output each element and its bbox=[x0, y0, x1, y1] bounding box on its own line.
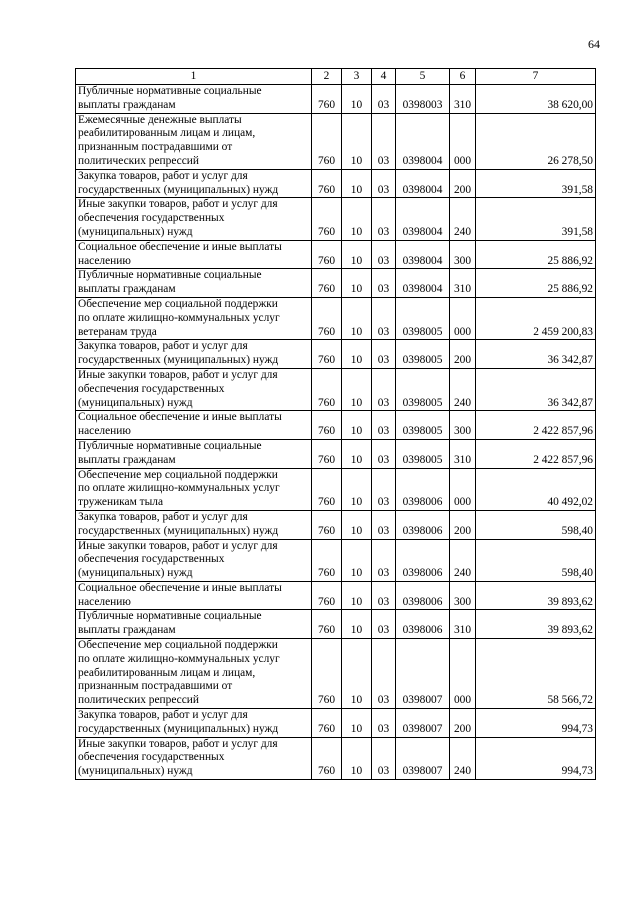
row-name-line: по оплате жилищно-коммунальных услуг bbox=[78, 311, 280, 324]
target-article-cell: 0398004 bbox=[396, 169, 450, 198]
row-name-line: выплаты гражданам bbox=[78, 283, 176, 296]
table-row bbox=[76, 411, 596, 440]
subsection-cell: 03 bbox=[372, 113, 396, 169]
amount-cell: 391,58 bbox=[476, 169, 596, 198]
row-name-line: государственных (муниципальных) нужд bbox=[78, 524, 279, 537]
row-name-cell bbox=[76, 240, 312, 269]
section-cell: 10 bbox=[342, 539, 372, 581]
subsection-cell: 03 bbox=[372, 709, 396, 738]
code-cell: 760 bbox=[312, 169, 342, 198]
row-name-cell bbox=[76, 510, 312, 539]
table-row bbox=[76, 639, 596, 709]
amount-cell: 994,73 bbox=[476, 737, 596, 779]
code-cell: 760 bbox=[312, 737, 342, 779]
code-cell: 760 bbox=[312, 240, 342, 269]
row-name-cell bbox=[76, 439, 312, 468]
table-header-row bbox=[76, 69, 596, 85]
table-row bbox=[76, 581, 596, 610]
target-article-cell: 0398003 bbox=[396, 85, 450, 114]
amount-cell: 25 886,92 bbox=[476, 269, 596, 298]
expense-type-cell: 200 bbox=[450, 709, 476, 738]
section-cell: 10 bbox=[342, 439, 372, 468]
row-name-line: обеспечения государственных bbox=[78, 751, 225, 764]
row-name-cell bbox=[76, 610, 312, 639]
expense-type-cell: 310 bbox=[450, 610, 476, 639]
expense-type-cell: 240 bbox=[450, 539, 476, 581]
target-article-cell: 0398006 bbox=[396, 581, 450, 610]
row-name-line: Обеспечение мер социальной поддержки bbox=[78, 297, 278, 310]
table-row bbox=[76, 113, 596, 169]
row-name-line: выплаты гражданам bbox=[78, 453, 176, 466]
section-cell: 10 bbox=[342, 368, 372, 410]
row-name-line: политических репрессий bbox=[78, 694, 199, 707]
amount-cell: 2 422 857,96 bbox=[476, 411, 596, 440]
subsection-cell: 03 bbox=[372, 297, 396, 339]
amount-cell: 391,58 bbox=[476, 198, 596, 240]
section-cell: 10 bbox=[342, 510, 372, 539]
row-name-line: населению bbox=[78, 425, 131, 438]
code-cell: 760 bbox=[312, 439, 342, 468]
subsection-cell: 03 bbox=[372, 269, 396, 298]
page-number: 64 bbox=[588, 37, 600, 51]
expense-type-cell: 310 bbox=[450, 269, 476, 298]
row-name-line: реабилитированным лицам и лицам, bbox=[78, 666, 256, 679]
target-article-cell: 0398005 bbox=[396, 411, 450, 440]
amount-cell: 598,40 bbox=[476, 539, 596, 581]
row-name-cell bbox=[76, 581, 312, 610]
amount-cell: 598,40 bbox=[476, 510, 596, 539]
subsection-cell: 03 bbox=[372, 610, 396, 639]
row-name-line: Иные закупки товаров, работ и услуг для bbox=[78, 539, 278, 552]
row-name-line: обеспечения государственных bbox=[78, 553, 225, 566]
subsection-cell: 03 bbox=[372, 468, 396, 510]
code-cell: 760 bbox=[312, 85, 342, 114]
target-article-cell: 0398005 bbox=[396, 439, 450, 468]
expense-type-cell: 310 bbox=[450, 439, 476, 468]
code-cell: 760 bbox=[312, 198, 342, 240]
subsection-cell: 03 bbox=[372, 198, 396, 240]
row-name-cell bbox=[76, 737, 312, 779]
expense-type-cell: 300 bbox=[450, 411, 476, 440]
section-cell: 10 bbox=[342, 468, 372, 510]
table-row bbox=[76, 439, 596, 468]
table-row bbox=[76, 737, 596, 779]
expense-type-cell: 000 bbox=[450, 297, 476, 339]
subsection-cell: 03 bbox=[372, 240, 396, 269]
section-cell: 10 bbox=[342, 198, 372, 240]
expense-type-cell: 200 bbox=[450, 169, 476, 198]
row-name-line: (муниципальных) нужд bbox=[78, 225, 193, 238]
subsection-cell: 03 bbox=[372, 439, 396, 468]
expense-type-cell: 240 bbox=[450, 198, 476, 240]
section-cell: 10 bbox=[342, 737, 372, 779]
amount-cell: 39 893,62 bbox=[476, 581, 596, 610]
section-cell: 10 bbox=[342, 269, 372, 298]
row-name-line: Закупка товаров, работ и услуг для bbox=[78, 169, 248, 182]
section-cell: 10 bbox=[342, 85, 372, 114]
row-name-line: по оплате жилищно-коммунальных услуг bbox=[78, 652, 280, 665]
row-name-cell bbox=[76, 368, 312, 410]
amount-cell: 25 886,92 bbox=[476, 240, 596, 269]
row-name-line: Обеспечение мер социальной поддержки bbox=[78, 639, 278, 652]
code-cell: 760 bbox=[312, 639, 342, 709]
target-article-cell: 0398005 bbox=[396, 368, 450, 410]
row-name-cell bbox=[76, 113, 312, 169]
amount-cell: 58 566,72 bbox=[476, 639, 596, 709]
row-name-line: обеспечения государственных bbox=[78, 212, 225, 225]
row-name-line: Закупка товаров, работ и услуг для bbox=[78, 340, 248, 353]
row-name-cell bbox=[76, 411, 312, 440]
column-header: 6 bbox=[450, 69, 476, 85]
target-article-cell: 0398006 bbox=[396, 510, 450, 539]
row-name-line: Публичные нормативные социальные bbox=[78, 269, 262, 282]
column-header: 5 bbox=[396, 69, 450, 85]
row-name-line: Ежемесячные денежные выплаты bbox=[78, 113, 242, 126]
code-cell: 760 bbox=[312, 709, 342, 738]
row-name-cell bbox=[76, 639, 312, 709]
row-name-cell bbox=[76, 468, 312, 510]
section-cell: 10 bbox=[342, 610, 372, 639]
code-cell: 760 bbox=[312, 468, 342, 510]
row-name-cell bbox=[76, 539, 312, 581]
code-cell: 760 bbox=[312, 411, 342, 440]
row-name-line: государственных (муниципальных) нужд bbox=[78, 183, 279, 196]
target-article-cell: 0398005 bbox=[396, 297, 450, 339]
row-name-line: Закупка товаров, работ и услуг для bbox=[78, 510, 248, 523]
table-row bbox=[76, 468, 596, 510]
code-cell: 760 bbox=[312, 297, 342, 339]
expense-type-cell: 240 bbox=[450, 368, 476, 410]
table-row bbox=[76, 269, 596, 298]
section-cell: 10 bbox=[342, 340, 372, 369]
target-article-cell: 0398007 bbox=[396, 709, 450, 738]
row-name-line: ветеранам труда bbox=[78, 325, 157, 338]
section-cell: 10 bbox=[342, 581, 372, 610]
row-name-cell bbox=[76, 85, 312, 114]
amount-cell: 994,73 bbox=[476, 709, 596, 738]
subsection-cell: 03 bbox=[372, 340, 396, 369]
table-row bbox=[76, 610, 596, 639]
row-name-line: (муниципальных) нужд bbox=[78, 765, 193, 778]
subsection-cell: 03 bbox=[372, 169, 396, 198]
row-name-line: Социальное обеспечение и иные выплаты bbox=[78, 411, 282, 424]
expense-type-cell: 310 bbox=[450, 85, 476, 114]
section-cell: 10 bbox=[342, 169, 372, 198]
table-row bbox=[76, 340, 596, 369]
amount-cell: 2 459 200,83 bbox=[476, 297, 596, 339]
table-row bbox=[76, 368, 596, 410]
row-name-line: выплаты гражданам bbox=[78, 624, 176, 637]
subsection-cell: 03 bbox=[372, 411, 396, 440]
target-article-cell: 0398004 bbox=[396, 113, 450, 169]
table-row bbox=[76, 539, 596, 581]
row-name-line: Закупка товаров, работ и услуг для bbox=[78, 709, 248, 722]
column-header: 3 bbox=[342, 69, 372, 85]
section-cell: 10 bbox=[342, 411, 372, 440]
section-cell: 10 bbox=[342, 639, 372, 709]
amount-cell: 39 893,62 bbox=[476, 610, 596, 639]
row-name-line: государственных (муниципальных) нужд bbox=[78, 354, 279, 367]
row-name-cell bbox=[76, 169, 312, 198]
code-cell: 760 bbox=[312, 510, 342, 539]
code-cell: 760 bbox=[312, 539, 342, 581]
row-name-line: Публичные нормативные социальные bbox=[78, 610, 262, 623]
row-name-line: обеспечения государственных bbox=[78, 382, 225, 395]
table-row bbox=[76, 198, 596, 240]
amount-cell: 36 342,87 bbox=[476, 368, 596, 410]
code-cell: 760 bbox=[312, 581, 342, 610]
row-name-cell bbox=[76, 198, 312, 240]
target-article-cell: 0398006 bbox=[396, 610, 450, 639]
row-name-line: населению bbox=[78, 595, 131, 608]
table-row bbox=[76, 297, 596, 339]
subsection-cell: 03 bbox=[372, 85, 396, 114]
row-name-cell bbox=[76, 709, 312, 738]
target-article-cell: 0398004 bbox=[396, 269, 450, 298]
column-header: 7 bbox=[476, 69, 596, 85]
expense-type-cell: 000 bbox=[450, 468, 476, 510]
code-cell: 760 bbox=[312, 368, 342, 410]
row-name-line: Обеспечение мер социальной поддержки bbox=[78, 468, 278, 481]
code-cell: 760 bbox=[312, 340, 342, 369]
amount-cell: 40 492,02 bbox=[476, 468, 596, 510]
row-name-cell bbox=[76, 297, 312, 339]
expense-type-cell: 000 bbox=[450, 113, 476, 169]
table-row bbox=[76, 169, 596, 198]
row-name-line: политических репрессий bbox=[78, 154, 199, 167]
expense-type-cell: 000 bbox=[450, 639, 476, 709]
amount-cell: 2 422 857,96 bbox=[476, 439, 596, 468]
row-name-cell bbox=[76, 340, 312, 369]
row-name-line: населению bbox=[78, 254, 131, 267]
target-article-cell: 0398007 bbox=[396, 639, 450, 709]
amount-cell: 38 620,00 bbox=[476, 85, 596, 114]
expense-type-cell: 300 bbox=[450, 581, 476, 610]
column-header: 2 bbox=[312, 69, 342, 85]
code-cell: 760 bbox=[312, 113, 342, 169]
table-row bbox=[76, 510, 596, 539]
target-article-cell: 0398004 bbox=[396, 240, 450, 269]
target-article-cell: 0398006 bbox=[396, 468, 450, 510]
code-cell: 760 bbox=[312, 610, 342, 639]
subsection-cell: 03 bbox=[372, 510, 396, 539]
budget-table bbox=[75, 68, 596, 780]
target-article-cell: 0398007 bbox=[396, 737, 450, 779]
expense-type-cell: 200 bbox=[450, 510, 476, 539]
subsection-cell: 03 bbox=[372, 737, 396, 779]
row-name-line: Иные закупки товаров, работ и услуг для bbox=[78, 198, 278, 211]
row-name-line: Социальное обеспечение и иные выплаты bbox=[78, 581, 282, 594]
amount-cell: 36 342,87 bbox=[476, 340, 596, 369]
row-name-line: Иные закупки товаров, работ и услуг для bbox=[78, 368, 278, 381]
row-name-line: признанным пострадавшими от bbox=[78, 141, 233, 154]
row-name-line: Публичные нормативные социальные bbox=[78, 85, 262, 97]
subsection-cell: 03 bbox=[372, 581, 396, 610]
target-article-cell: 0398004 bbox=[396, 198, 450, 240]
row-name-line: Иные закупки товаров, работ и услуг для bbox=[78, 737, 278, 750]
row-name-line: Публичные нормативные социальные bbox=[78, 439, 262, 452]
subsection-cell: 03 bbox=[372, 639, 396, 709]
subsection-cell: 03 bbox=[372, 539, 396, 581]
table-row bbox=[76, 85, 596, 114]
amount-cell: 26 278,50 bbox=[476, 113, 596, 169]
row-name-line: труженикам тыла bbox=[78, 496, 164, 509]
expense-type-cell: 300 bbox=[450, 240, 476, 269]
column-header: 4 bbox=[372, 69, 396, 85]
section-cell: 10 bbox=[342, 240, 372, 269]
table-body bbox=[76, 85, 596, 780]
row-name-line: по оплате жилищно-коммунальных услуг bbox=[78, 482, 280, 495]
expense-type-cell: 200 bbox=[450, 340, 476, 369]
table-row bbox=[76, 709, 596, 738]
section-cell: 10 bbox=[342, 113, 372, 169]
table-row bbox=[76, 240, 596, 269]
subsection-cell: 03 bbox=[372, 368, 396, 410]
code-cell: 760 bbox=[312, 269, 342, 298]
row-name-line: признанным пострадавшими от bbox=[78, 680, 233, 693]
column-header: 1 bbox=[76, 69, 312, 85]
row-name-line: (муниципальных) нужд bbox=[78, 396, 193, 409]
row-name-line: Социальное обеспечение и иные выплаты bbox=[78, 240, 282, 253]
section-cell: 10 bbox=[342, 297, 372, 339]
row-name-cell bbox=[76, 269, 312, 298]
row-name-line: выплаты гражданам bbox=[78, 98, 176, 111]
expense-type-cell: 240 bbox=[450, 737, 476, 779]
row-name-line: (муниципальных) нужд bbox=[78, 567, 193, 580]
target-article-cell: 0398005 bbox=[396, 340, 450, 369]
row-name-line: государственных (муниципальных) нужд bbox=[78, 722, 279, 735]
section-cell: 10 bbox=[342, 709, 372, 738]
row-name-line: реабилитированным лицам и лицам, bbox=[78, 127, 256, 140]
target-article-cell: 0398006 bbox=[396, 539, 450, 581]
